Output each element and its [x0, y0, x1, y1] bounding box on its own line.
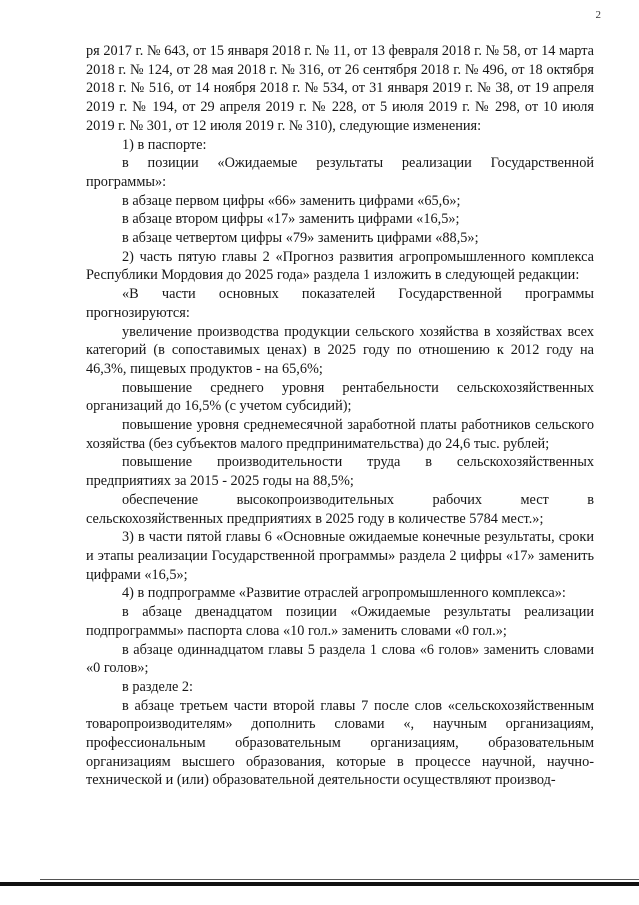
paragraph: 1) в паспорте: [122, 136, 207, 153]
paragraph: ря 2017 г. № 643, от 15 января 2018 г. № 11, от 13 февраля 2018 г. № 58, от 14 марта 2018 г. № 124, от 28 мая 2018 г. № 316, от 26 сентября 2018 г. № 496, от 18 октября 2018 г. № 516, от 14 ноября 2018 г. № 534, от 31 января 2019 г. № 38, от 19 апреля 2019 г. № 194, от 29 апреля 2019 г. № 228, от 5 июля 2019 г. № 298, от 10 июля 2019 г. № 301, от 12 июля 2019 г. № 310), следующие изменения: [86, 43, 594, 134]
paragraph: в абзаце двенадцатом позиции «Ожидаемые результаты реализации подпрограммы» паспорта слова «10 гол.» заменить словами «0 гол.»; [86, 604, 594, 639]
paragraph: в абзаце четвертом цифры «79» заменить цифрами «88,5»; [122, 230, 479, 247]
page-number: 2 [595, 9, 601, 21]
paragraph: в позиции «Ожидаемые результаты реализации Государственной программы»: [86, 155, 594, 190]
paragraph: в абзаце первом цифры «66» заменить цифрами «65,6»; [122, 192, 461, 209]
scan-bottom-edge [0, 882, 639, 886]
paragraph: в абзаце одиннадцатом главы 5 раздела 1 слова «6 голов» заменить словами «0 голов»; [86, 641, 594, 677]
paragraph: обеспечение высокопроизводительных рабочих мест в сельскохозяйственных предприятиях в 2025 году в количестве 5784 мест.»; [86, 491, 594, 527]
paragraph: повышение производительности труда в сельскохозяйственных предприятиях за 2015 - 2025 годы на 88,5%; [86, 454, 594, 490]
paragraph: повышение уровня среднемесячной заработной платы работников сельского хозяйства (без субъектов малого предпринимательства) до 24,6 тыс. рублей; [86, 417, 594, 452]
paragraph: «В части основных показателей Государственной программы прогнозируются: [86, 286, 594, 321]
paragraph: повышение среднего уровня рентабельности сельскохозяйственных организаций до 16,5% (с учетом субсидий); [86, 379, 594, 415]
paragraph: в абзаце третьем части второй главы 7 после слов «сельскохозяйственным товаропроизводителям» дополнить словами «, научным организациям, профессиональным образовательным организациям, образовательным организациям высшего образования, которые в процессе научной, научно-технической и (или) образовательной деятельности осуществляют производ- [86, 697, 594, 789]
paragraph: в абзаце втором цифры «17» заменить цифрами «16,5»; [122, 211, 460, 228]
paragraph: 3) в части пятой главы 6 «Основные ожидаемые конечные результаты, сроки и этапы реализации Государственной программы» раздела 2 цифры «17» заменить цифрами «16,5»; [86, 529, 594, 583]
scan-edge-line [40, 879, 639, 880]
paragraph: увеличение производства продукции сельского хозяйства в хозяйствах всех категорий (в сопоставимых ценах) в 2025 году по отношению к 2012 году на 46,3%, пищевых продуктов - на 65,6%; [86, 323, 594, 377]
paragraph: 2) часть пятую главы 2 «Прогноз развития агропромышленного комплекса Республики Мордовия до 2025 года» раздела 1 изложить в следующей редакции: [86, 248, 594, 284]
paragraph: в разделе 2: [122, 678, 194, 695]
paragraph: 4) в подпрограмме «Развитие отраслей агропромышленного комплекса»: [122, 585, 566, 602]
document-body [86, 42, 594, 790]
